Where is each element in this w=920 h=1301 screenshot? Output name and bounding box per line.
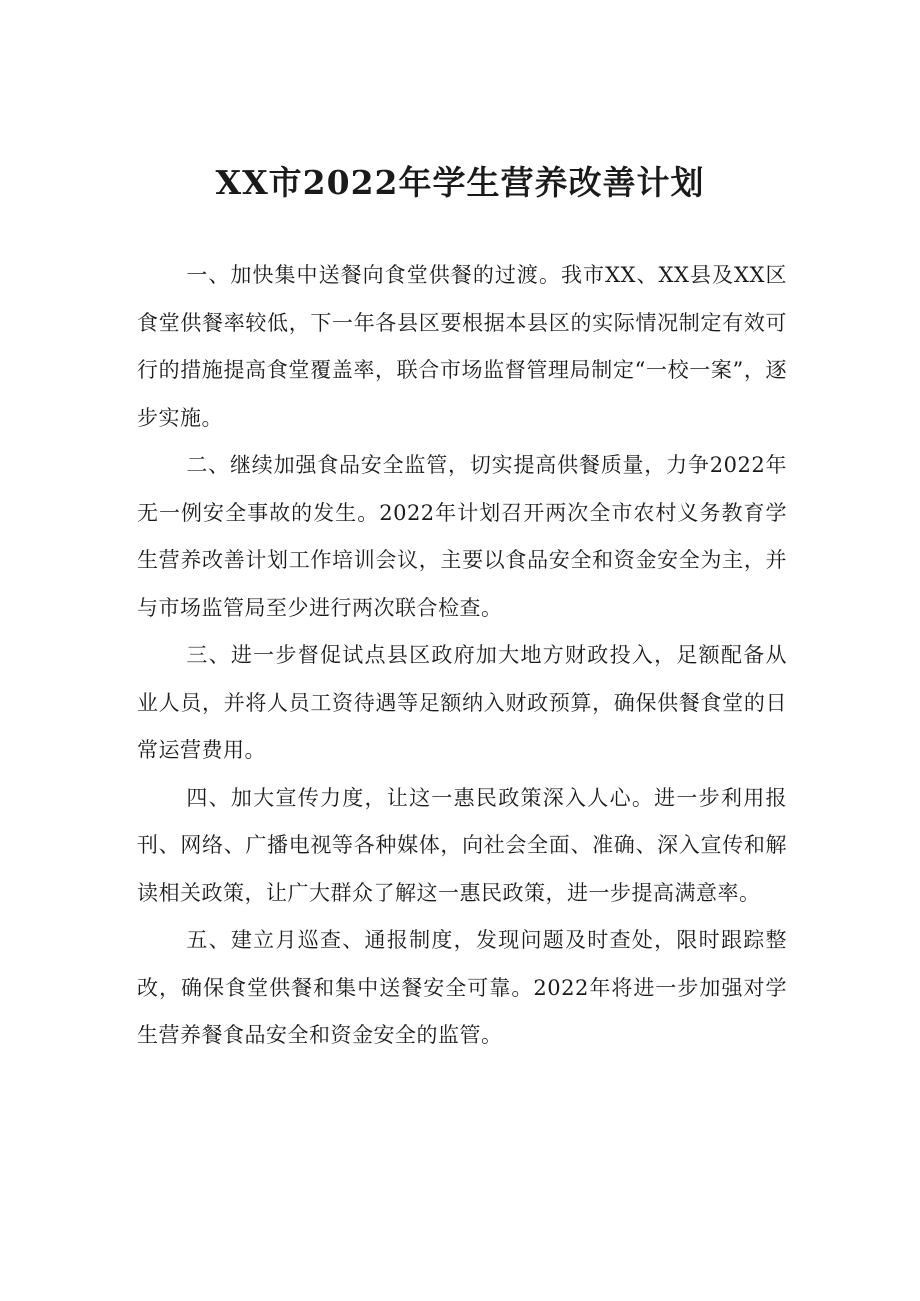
document-title: XX市2022年学生营养改善计划 xyxy=(215,163,705,202)
paragraph-2: 二、继续加强食品安全监管，切实提高供餐质量，力争2022年无一例安全事故的发生。2022年计划召开两次全市农村义务教育学生营养改善计划工作培训会议，主要以食品安全和资金安全为主，并与市场监管局至少进行两次联合检查。 xyxy=(137,453,787,620)
paragraph-4: 四、加大宣传力度，让这一惠民政策深入人心。进一步利用报刊、网络、广播电视等各种媒体，向社会全面、准确、深入宣传和解读相关政策，让广大群众了解这一惠民政策，进一步提高满意率。 xyxy=(137,785,787,905)
paragraph-5: 五、建立月巡查、通报制度，发现问题及时查处，限时跟踪整改，确保食堂供餐和集中送餐安全可靠。2022年将进一步加强对学生营养餐食品安全和资金安全的监管。 xyxy=(137,928,787,1047)
paragraph-1: 一、加快集中送餐向食堂供餐的过渡。我市XX、XX县及XX区食堂供餐率较低，下一年各县区要根据本县区的实际情况制定有效可行的措施提高食堂覆盖率，联合市场监督管理局制定“一校一案”，逐步实施。 xyxy=(137,263,787,430)
document-body xyxy=(137,252,787,1060)
paragraph-3: 三、进一步督促试点县区政府加大地方财政投入，足额配备从业人员，并将人员工资待遇等足额纳入财政预算，确保供餐食堂的日常运营费用。 xyxy=(137,643,787,762)
